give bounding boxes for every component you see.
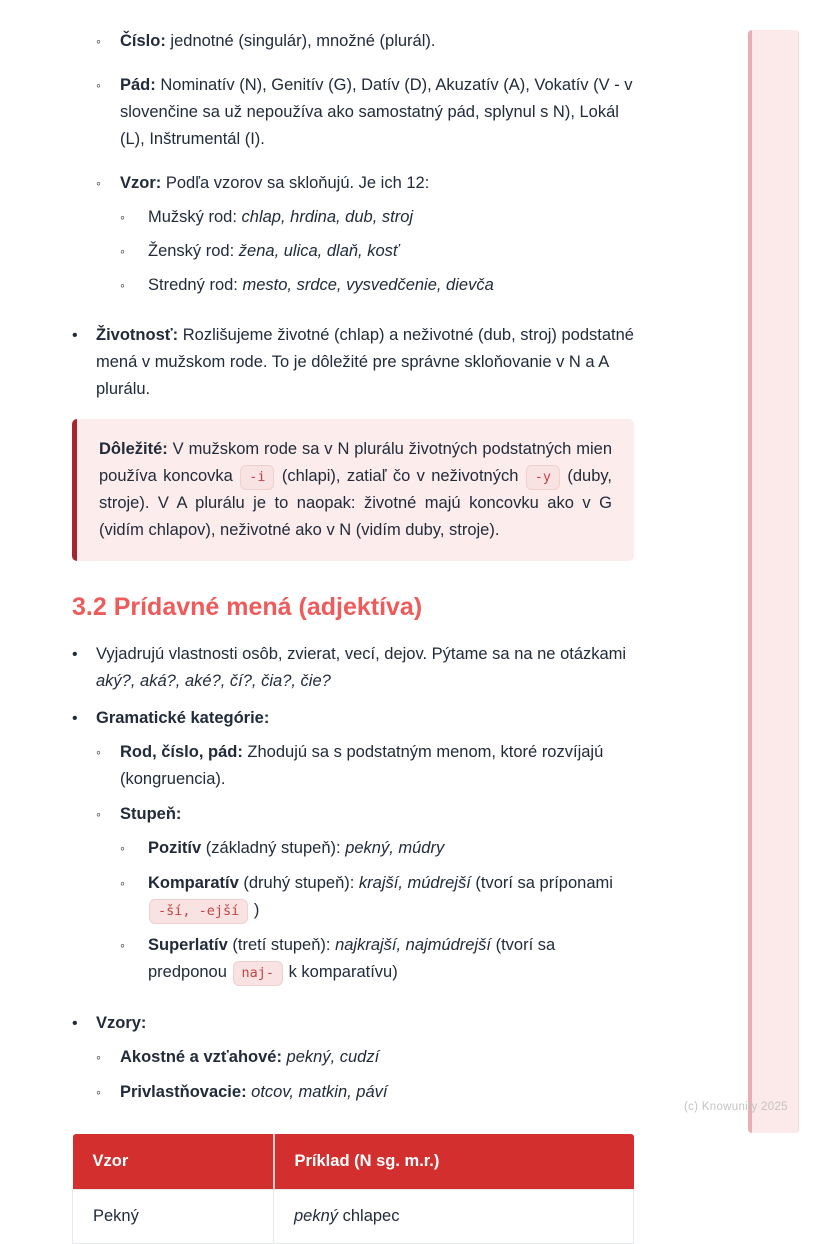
circle-bullet-icon: ◦ bbox=[96, 77, 101, 93]
term-label: Ženský rod: bbox=[148, 242, 239, 260]
term-definition: k komparatívu) bbox=[284, 963, 398, 981]
document-content bbox=[72, 28, 634, 1244]
circle-bullet-icon: ◦ bbox=[96, 175, 101, 191]
callout-text: (duby, stroje). V A plurálu je to naopak: životné majú koncovku ako v G (vidím chlapov), neživotné ako v N (vidím duby, stroje). bbox=[99, 467, 613, 539]
circle-bullet-icon: ◦ bbox=[120, 209, 125, 225]
list-item-text bbox=[120, 1079, 387, 1106]
table-row bbox=[73, 1190, 634, 1244]
examples-italic: otcov, matkin, páví bbox=[246, 1083, 388, 1101]
term-label: Vzor: bbox=[120, 174, 162, 192]
example-italic: pekný bbox=[294, 1207, 339, 1225]
list-item-rod bbox=[96, 739, 634, 793]
list-item-text bbox=[120, 1044, 379, 1071]
examples-italic: najkrajší, najmúdrejší bbox=[335, 936, 491, 954]
list-item-gramaticke bbox=[72, 705, 634, 1002]
term-label: Komparatív bbox=[148, 874, 239, 892]
code-chip: naj- bbox=[233, 961, 284, 986]
list-item-text bbox=[148, 204, 413, 231]
term-label: Pád: bbox=[120, 76, 156, 94]
list-item-text bbox=[148, 272, 494, 299]
list-item-text bbox=[96, 1010, 387, 1114]
term-label: Mužský rod: bbox=[148, 208, 242, 226]
list-item-muzsky bbox=[120, 204, 494, 231]
list-item-akostne bbox=[96, 1044, 387, 1071]
patterns-sublist bbox=[96, 1044, 387, 1106]
list-item-cislo bbox=[96, 28, 634, 55]
term-definition: (tretí stupeň): bbox=[227, 936, 336, 954]
question-words-italic: aký?, aká?, aké?, čí?, čia?, čie? bbox=[96, 672, 331, 690]
examples-italic: pekný, cudzí bbox=[281, 1048, 380, 1066]
example-rest: chlapec bbox=[338, 1207, 400, 1225]
list-item-pozitiv bbox=[120, 835, 634, 862]
circle-bullet-icon: ◦ bbox=[96, 1084, 101, 1100]
intro-text: Vyjadrujú vlastnosti osôb, zvierat, vecí, dejov. Pýtame sa na ne otázkami bbox=[96, 645, 627, 663]
code-chip: -i bbox=[240, 465, 274, 490]
list-item-text bbox=[96, 322, 634, 403]
noun-categories-list bbox=[96, 28, 634, 306]
list-item-text bbox=[120, 72, 634, 153]
section-heading: 3.2 Prídavné mená (adjektíva) bbox=[72, 593, 423, 621]
bullet-icon: • bbox=[72, 646, 78, 663]
term-definition: ) bbox=[249, 901, 260, 919]
gender-examples-list bbox=[120, 204, 494, 299]
list-item-text bbox=[148, 835, 444, 862]
list-item-superlativ bbox=[120, 932, 634, 986]
list-item-vzor bbox=[96, 170, 634, 306]
code-chip: -ší, -ejší bbox=[149, 899, 248, 924]
cell-priklad bbox=[274, 1190, 634, 1244]
cell-vzor: Pekný bbox=[73, 1190, 274, 1244]
list-item-vzory bbox=[72, 1010, 634, 1114]
important-callout bbox=[72, 419, 634, 561]
list-item-privlastnovacie bbox=[96, 1079, 387, 1106]
list-item-pad bbox=[96, 72, 634, 153]
circle-bullet-icon: ◦ bbox=[96, 1049, 101, 1065]
examples-italic: krajší, múdrejší bbox=[358, 874, 471, 892]
term-label: Pozitív bbox=[148, 839, 202, 857]
term-label: Číslo: bbox=[120, 32, 166, 50]
term-label: Superlatív bbox=[148, 936, 228, 954]
list-item-komparativ bbox=[120, 870, 634, 924]
term-definition: Rozlišujeme životné (chlap) a neživotné (dub, stroj) podstatné mená v mužskom rode. To je dôležité pre správne skloňovanie v N a A plurálu. bbox=[96, 326, 634, 398]
term-definition: Zhodujú sa s podstatným menom, ktoré rozvíjajú (kongruencia). bbox=[120, 743, 604, 788]
adjectives-list bbox=[72, 641, 634, 1114]
code-chip: -y bbox=[526, 465, 560, 490]
list-item-zensky bbox=[120, 238, 494, 265]
bullet-icon: • bbox=[72, 710, 78, 727]
list-item-text bbox=[148, 932, 634, 986]
term-label: Privlastňovacie: bbox=[120, 1083, 247, 1101]
copyright-watermark: (c) Knowunity 2025 bbox=[684, 1101, 788, 1113]
term-label: Životnosť: bbox=[96, 326, 179, 344]
table-header-vzor: Vzor bbox=[73, 1134, 274, 1190]
list-item-text bbox=[96, 705, 634, 1002]
circle-bullet-icon: ◦ bbox=[120, 277, 125, 293]
circle-bullet-icon: ◦ bbox=[96, 33, 101, 49]
list-item-text bbox=[148, 870, 634, 924]
list-item-text bbox=[120, 801, 634, 994]
term-label: Akostné a vzťahové: bbox=[120, 1048, 282, 1066]
examples-italic: pekný, múdry bbox=[345, 839, 445, 857]
callout-text: V mužskom rode sa v N plurálu životných podstatných mien používa koncovka bbox=[99, 440, 612, 485]
term-definition: (druhý stupeň): bbox=[238, 874, 359, 892]
degrees-sublist bbox=[120, 835, 634, 986]
term-label: Vzory: bbox=[96, 1014, 147, 1032]
list-item-text bbox=[96, 641, 634, 695]
declension-patterns-table bbox=[72, 1134, 634, 1244]
list-item-zivotnost bbox=[72, 322, 634, 403]
term-label: Rod, číslo, pád: bbox=[120, 743, 243, 761]
circle-bullet-icon: ◦ bbox=[120, 243, 125, 259]
list-item-text bbox=[148, 238, 399, 265]
term-label: Stredný rod: bbox=[148, 276, 243, 294]
circle-bullet-icon: ◦ bbox=[96, 744, 101, 760]
term-definition: (základný stupeň): bbox=[201, 839, 346, 857]
examples-italic: mesto, srdce, vysvedčenie, dievča bbox=[242, 276, 494, 294]
page-edge-highlight-bar bbox=[748, 30, 799, 1133]
term-definition: Podľa vzorov sa skloňujú. Je ich 12: bbox=[161, 174, 430, 192]
term-definition: Nominatív (N), Genitív (G), Datív (D), Akuzatív (A), Vokatív (V - v slovenčine sa už nepoužíva ako samostatný pád, splynul s N), Lokál (L), Inštrumentál (I). bbox=[120, 76, 633, 148]
table-header-row bbox=[73, 1134, 634, 1190]
examples-italic: chlap, hrdina, dub, stroj bbox=[241, 208, 414, 226]
list-item-text bbox=[120, 739, 634, 793]
bullet-icon: • bbox=[72, 1015, 78, 1032]
term-definition: (tvorí sa predponou bbox=[148, 936, 556, 981]
circle-bullet-icon: ◦ bbox=[120, 937, 125, 953]
examples-italic: žena, ulica, dlaň, kosť bbox=[238, 242, 399, 260]
term-label: Gramatické kategórie: bbox=[96, 709, 270, 727]
term-definition: (tvorí sa príponami bbox=[470, 874, 613, 892]
circle-bullet-icon: ◦ bbox=[120, 840, 125, 856]
list-item-stupen bbox=[96, 801, 634, 994]
term-definition: jednotné (singulár), množné (plurál). bbox=[165, 32, 436, 50]
callout-text: (chlapi), zatiaľ čo v neživotných bbox=[275, 467, 525, 485]
list-item-text bbox=[120, 170, 494, 306]
circle-bullet-icon: ◦ bbox=[120, 875, 125, 891]
term-label: Stupeň: bbox=[120, 805, 182, 823]
circle-bullet-icon: ◦ bbox=[96, 806, 101, 822]
list-item-intro bbox=[72, 641, 634, 695]
grammar-sublist bbox=[96, 739, 634, 994]
list-item-text bbox=[120, 28, 435, 55]
table-header-priklad: Príklad (N sg. m.r.) bbox=[274, 1134, 634, 1190]
bullet-icon: • bbox=[72, 327, 78, 344]
list-item-stredny bbox=[120, 272, 494, 299]
callout-label: Dôležité: bbox=[99, 440, 168, 458]
